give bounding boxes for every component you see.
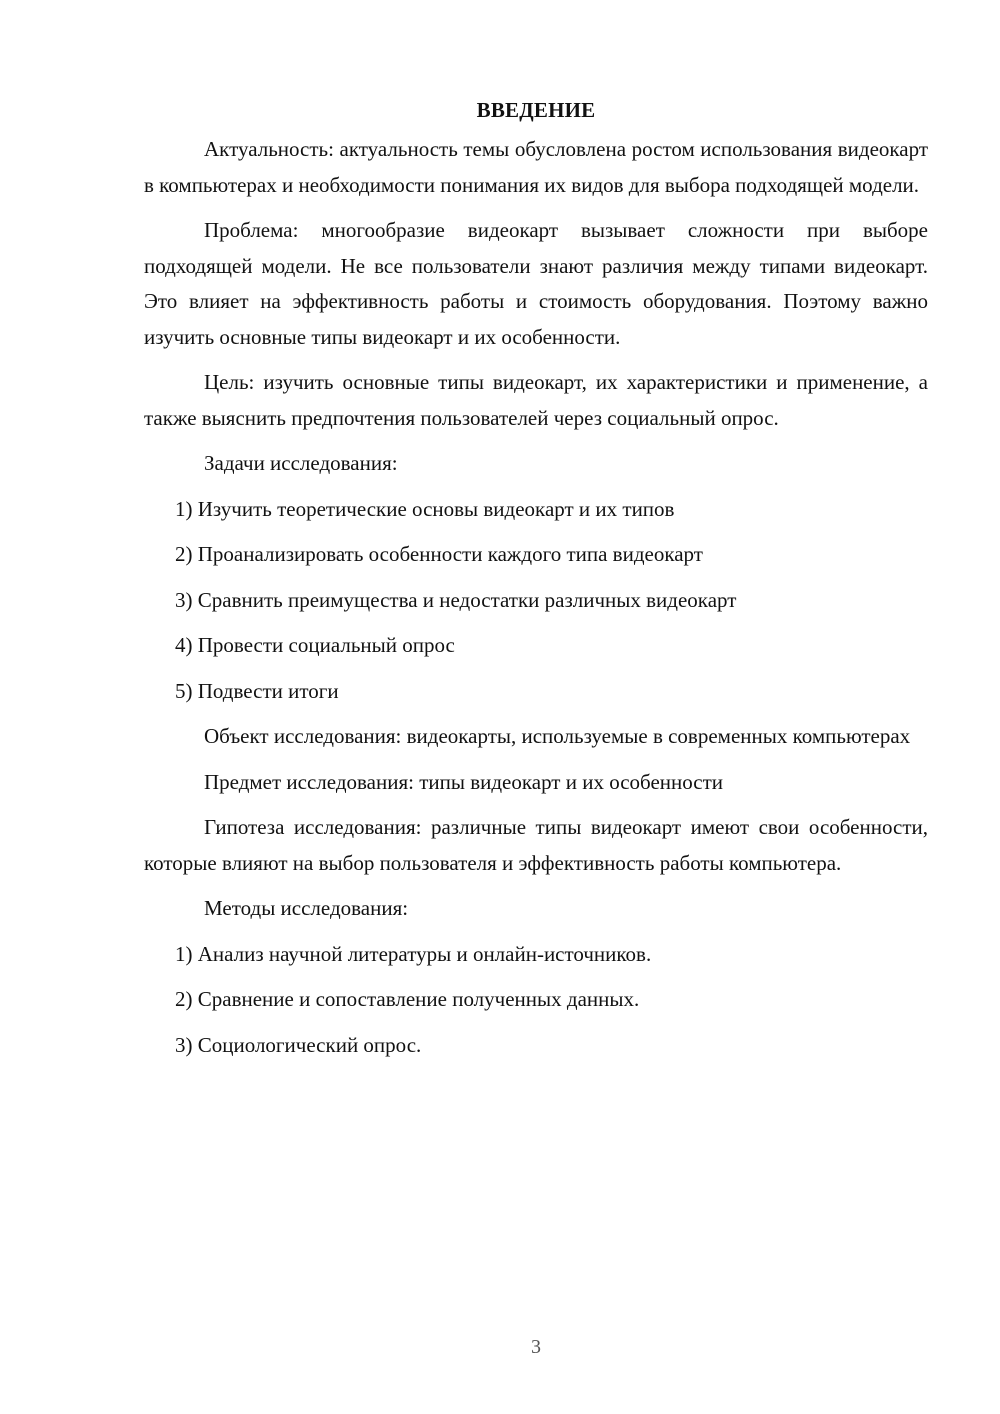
page-number: 3 [531, 1336, 541, 1358]
methods-list [144, 937, 928, 1064]
list-item: 2) Проанализировать особенности каждого типа видеокарт [175, 542, 703, 566]
problem-paragraph: Проблема: многообразие видеокарт вызывает сложности при выборе подходящей модели. Не все пользователи знают различия между типами видеокарт. Это влияет на эффективность работы и стоимость оборудования. Поэтому важно изучить основные типы видеокарт и их особенности. [144, 218, 928, 349]
methods-heading: Методы исследования: [204, 896, 409, 920]
relevance-paragraph: Актуальность: актуальность темы обусловлена ростом использования видеокарт в компьютерах и необходимости понимания их видов для выбора подходящей модели. [144, 137, 928, 197]
list-item: 3) Сравнить преимущества и недостатки различных видеокарт [175, 587, 737, 612]
list-item: 2) Сравнение и сопоставление полученных данных. [175, 987, 640, 1011]
document-body [144, 92, 928, 1073]
goal-paragraph: Цель: изучить основные типы видеокарт, их характеристики и применение, а также выяснить предпочтения пользователей через социальный опрос. [144, 370, 928, 430]
subject-paragraph: Предмет исследования: типы видеокарт и их особенности [204, 769, 724, 794]
hypothesis-paragraph: Гипотеза исследования: различные типы видеокарт имеют свои особенности, которые влияют на выбор пользователя и эффективность работы компьютера. [144, 815, 928, 875]
object-paragraph: Объект исследования: видеокарты, используемые в современных компьютерах [204, 724, 911, 748]
list-item: 1) Изучить теоретические основы видеокарт и их типов [175, 496, 675, 521]
list-item: 3) Социологический опрос. [175, 1032, 422, 1057]
list-item: 4) Провести социальный опрос [175, 633, 455, 657]
list-item: 5) Подвести итоги [175, 678, 339, 703]
tasks-list [144, 492, 928, 710]
page-title: ВВЕДЕНИЕ [476, 98, 596, 122]
tasks-heading: Задачи исследования: [204, 451, 398, 475]
list-item: 1) Анализ научной литературы и онлайн-источников. [175, 941, 652, 966]
